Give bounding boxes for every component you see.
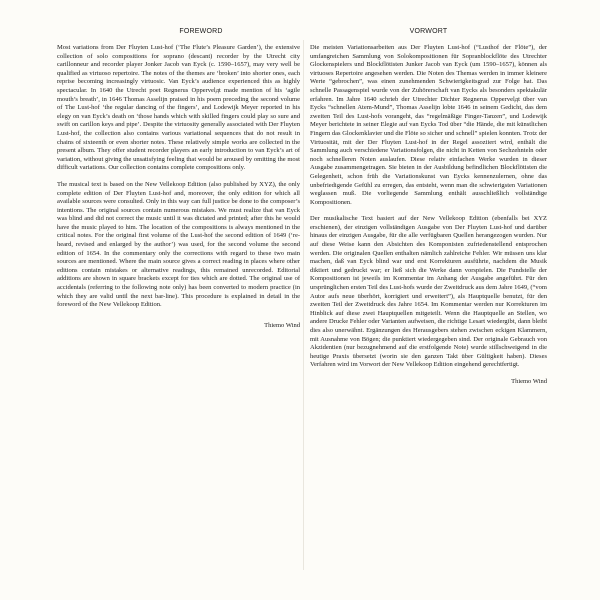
vorwort-text: [310, 44, 547, 370]
foreword-text: [57, 44, 300, 310]
vorwort-column: [310, 28, 547, 387]
foreword-column: [57, 28, 300, 330]
vorwort-paragraph-2: Der musikalische Text basiert auf der New Vellekoop Edition (ebenfalls bei XYZ erschienen), der einzigen vollständigen Ausgabe von Der Fluyten Lust-hof und darüber hinaus der einzigen Ausgabe, für die alle verfügbaren Quellen herangezogen wurden. Nur auf diese Weise kann den Absichten des Komponisten zufriedenstellend entsprochen werden. Die originalen Quellen enthalten nämlich zahlreiche Fehler. Wir müssen uns klar machen, daß van Eyck blind war und erst Korrekturen ausführte, nachdem die Musik diktiert und gedruckt war; er ließ sich die Werke dann vorspielen. Die Fundstelle der Kompositionen ist jeweils im Kommentar im Anhang der Ausgabe angeführt. Für den ursprünglichen ersten Teil des Lust-hofs wurde der Zweitdruck aus dem Jahre 1649, (“vom Autor aufs neue überhört, korrigiert und erweitert”), als Hauptquelle benutzt, für den zweiten Teil der Zweitdruck des Jahre 1654. Im Kommentar werden nur Korrekturen im Hinblick auf diese zwei Hauptquellen mitgeteilt. Wenn die Hauptquelle an Stellen, wo andere Drucke Fehler oder Varianten aufweisen, die richtige Lesart wiedergibt, dann bleibt dies also unerwähnt. Ergänzungen des Herausgebers stehen zwischen eckigen Klammern, mit Ausnahme von Bögen; die punktiert wiedergegeben sind. Der originale Gebrauch von Akzidentien (nur bezugnehmend auf die erstfolgende Note) wurde stillschweigend in die heutige Praxis übersetzt (worin sie den ganzen Takt über Gültigkeit haben). Dieses Verfahren wird im Vorwort der New Vellekoop Edition eingehend gerechtfertigt.: [310, 215, 547, 369]
vorwort-heading: VORWORT: [409, 28, 448, 35]
foreword-signature: Thiemo Wind: [264, 321, 300, 329]
vorwort-paragraph-1: Die meisten Variationsarbeiten aus Der Fluyten Lust-hof (“Lusthof der Flöte”), der umfangreichen Sammlung von Solokompositionen für Sopranblockflöte des Utrechter Glockenspielers und Blockflötisten Junker Jacob van Eyck (um 1590–1657), können als virtuoses Repertoire angesehen werden. Die Noten des Themas werden in immer kleinere Werte “gebrochen”, was einen zunehmenden Schwierigkeitsgrad zur Folge hat. Das schnelle Passagenspiel wurde von der Zuhörerschaft van Eycks als besonders spektakulär erfahren. Im Jahre 1640 schrieb der Utrechter Dichter Regnerus Oppervelдt über van Eycks “schnellen Atem-Mund”, Thomas Asselijn lobte 1646 in seinem Gedicht, das dem zweiten Teil des Lust-hofs vorangeht, das “regelmäßige Finger-Tanzen”, und Lodewijk Meyer berichtete in seiner Elegie auf van Eycks Tod über “die Hände, die mit künstlichen Fingern das Glockenklavier und die Flöte so sicher und schnell” spielen konnten. Trotz der Virtuosität, mit der Der Fluyten Lust-hof in der Regel assoziiert wird, enthält die Sammlung auch verschiedene Variationsfolgen, die nicht in Ketten von Sechzehnteln oder noch schnelleren Noten auslaufen. Diese relativ einfachen Werke wurden in dieser Ausgabe zusammengetragen. Sie bieten in der Ausbildung befindlichen Blockflötisten die Gelegenheit, schon früh die Variationskunst van Eycks kennenzulernen, ohne das unbefriedigende Gefühl zu erregen, das entsteht, wenn man die schwierigsten Variationen weglassen muß. Die vorliegende Sammlung enthält ausschließlich vollständige Kompositionen.: [310, 44, 547, 206]
foreword-heading: FOREWORD: [179, 28, 223, 35]
vorwort-signature: Thiemo Wind: [511, 377, 547, 385]
column-divider: [303, 40, 304, 570]
foreword-paragraph-2: The musical text is based on the New Vellekoop Edition (also published by XYZ), the only complete edition of Der Fluyten Lust-hof and, moreover, the only edition for which all available sources were consulted. Only in this way can full justice be done to the composer’s intentions. The original sources contain numerous mistakes. We must realize that van Eyck was blind and did not correct the music until it was dictated and printed; after this he would have the music played to him. The location of the compositions is always mentioned in the critical notes. For the original first volume of the Lust-hof the second edition of 1649 (‘re-heard, revised and enlarged by the author’) was used, for the second volume the second edition of 1654. In the commentary only the corrections with regard to these two main sources are mentioned. Where the main source gives a correct reading in places where other editions contain mistakes or alternative readings, this remained unrecorded. Editorial additions are shown in square brackets except for ties which are dotted. The original use of accidentals (referring to the following note only) has been converted to modern practice (in which they are valid until the next bar-line). This procedure is explained in detail in the foreword of the New Vellekoop Edition.: [57, 180, 300, 309]
foreword-paragraph-1: Most variations from Der Fluyten Lust-hof (‘The Flute’s Pleasure Garden’), the extensive collection of solo compositions for soprano (descant) recorder by the Utrecht city carillonneur and recorder player Jonker Jacob van Eyck (c. 1590–1657), may very well be qualified as virtuoso repertoire. The notes of the themes are ‘broken’ into shorter ones, each reprise becoming increasingly virtuosic. Van Eyck’s audience experienced this as highly spectacular. In 1640 the Utrecht poet Regnerus Oppervelдt made mention of his ‘agile mouth’s breath’, in 1646 Thomas Asselijn praised in his poem preceding the second volume of The Lust-hof ‘the regular dancing of the fingers’, and Lodewijk Meyer reported in his elegy on van Eyck’s death on ‘those hands which with skilled fingers could play so sure and swift on carillon keys and pipe’. Despite the virtuosity generally associated with Der Fluyten Lust-hof, the collection also contains various variational sequences that do not result in chains of sixteenth or even shorter notes. These relatively simple works are collected in the present album. They offer student recorder players an early introduction to van Eyck’s art of variation, without giving the unsatisfying feeling that would be aroused by omitting the most difficult variations. Our collection contains complete compositions only.: [57, 44, 300, 172]
